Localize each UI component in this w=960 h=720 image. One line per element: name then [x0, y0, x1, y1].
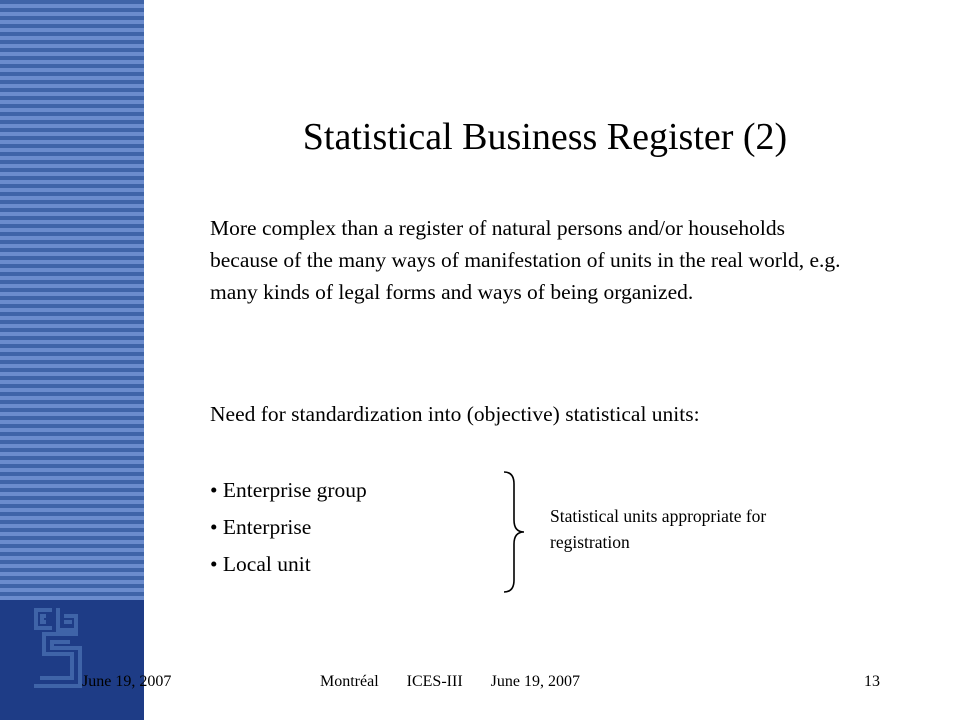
page-number: 13 — [864, 673, 880, 690]
slide-title: Statistical Business Register (2) — [302, 116, 788, 158]
footer-location: Montréal — [320, 673, 379, 690]
paragraph-complexity: More complex than a register of natural persons and/or households because of the many ways of manifestation of units in the real world, e.g. many kinds of legal forms and ways of being organized. — [210, 216, 841, 304]
brace-note: Statistical units appropriate for registration — [550, 506, 767, 552]
paragraph-standardization: Need for standardization into (objective) statistical units: — [210, 402, 700, 426]
list-item: • Local unit — [210, 546, 510, 583]
unit-list — [210, 472, 510, 583]
footer-left-date: June 19, 2007 — [82, 673, 172, 690]
list-item: • Enterprise — [210, 509, 510, 546]
footer-event: ICES-III — [406, 673, 463, 690]
list-item: • Enterprise group — [210, 472, 510, 509]
right-brace-icon — [498, 470, 528, 594]
footer-date: June 19, 2007 — [490, 673, 580, 690]
footer-center — [320, 672, 660, 692]
